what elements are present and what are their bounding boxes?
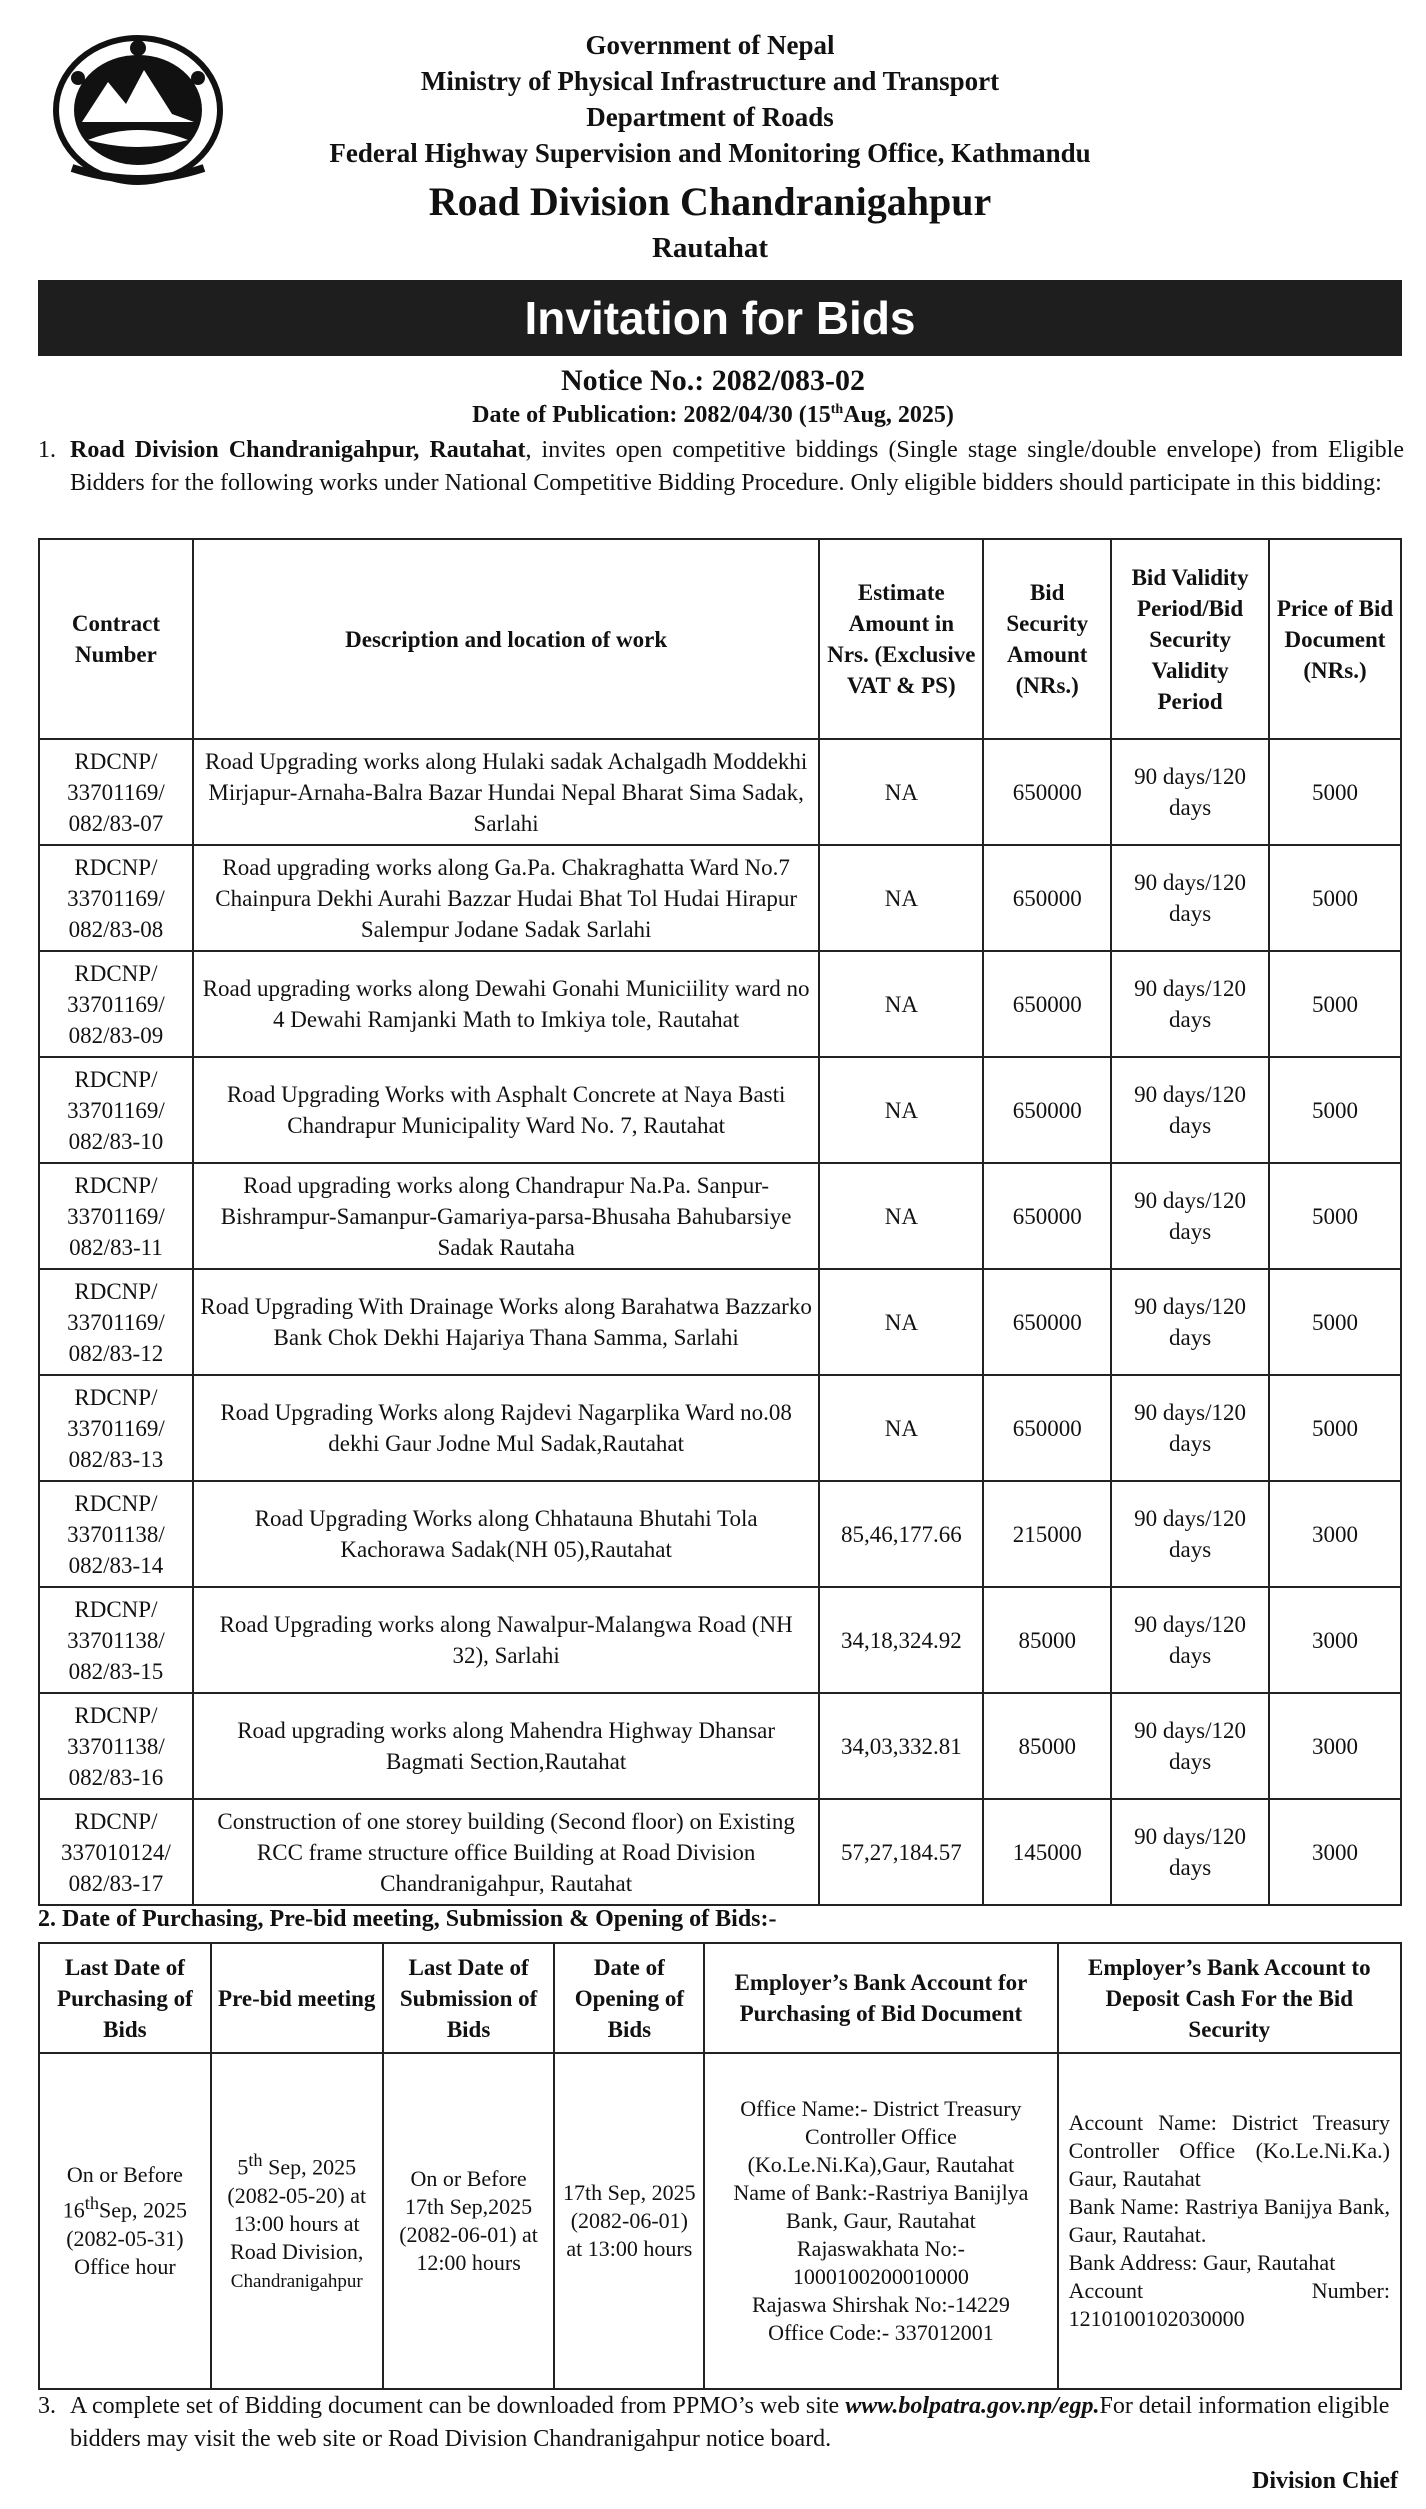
price-cell: 3000 bbox=[1269, 1481, 1401, 1587]
bank-doc-cell: Office Name:- District Treasury Controller Office (Ko.Le.Ni.Ka),Gaur, Rautahat Name of Bank:-Rastriya Banijlya Bank, Gaur, Rautahat Rajaswakhata No:- 1000100200010000 Rajaswa Shirshak No:-14229 Office Code:- 337012001 bbox=[704, 2053, 1057, 2389]
price-cell: 3000 bbox=[1269, 1799, 1401, 1905]
header-department: Department of Roads bbox=[586, 102, 834, 132]
col-purchase-date: Last Date of Purchasing of Bids bbox=[39, 1943, 211, 2053]
estimate-cell: NA bbox=[819, 845, 983, 951]
bid-security-cell: 85000 bbox=[983, 1693, 1111, 1799]
col-bid-security: Bid Security Amount (NRs.) bbox=[983, 539, 1111, 739]
validity-cell: 90 days/120 days bbox=[1111, 1057, 1269, 1163]
col-submission: Last Date of Submission of Bids bbox=[383, 1943, 555, 2053]
table-row bbox=[39, 1693, 1401, 1799]
invitation-banner: Invitation for Bids bbox=[38, 280, 1402, 356]
description-cell: Road Upgrading Works with Asphalt Concrete at Naya Basti Chandrapur Municipality Ward No. 7, Rautahat bbox=[193, 1057, 819, 1163]
paragraph-1: 1. Road Division Chandranigahpur, Rautahat, invites open competitive biddings (Single stage single/double envelope) from Eligible Bidders for the following works under National Competitive Bidding Procedure. Only eligible bidders should participate in this bidding: bbox=[38, 437, 1404, 496]
description-cell: Road upgrading works along Dewahi Gonahi Municiility ward no 4 Dewahi Ramjanki Math to Imkiya tole, Rautahat bbox=[193, 951, 819, 1057]
contract-number-cell: RDCNP/ 33701138/ 082/83-14 bbox=[39, 1481, 193, 1587]
estimate-cell: NA bbox=[819, 1057, 983, 1163]
estimate-cell: 57,27,184.57 bbox=[819, 1799, 983, 1905]
bid-security-cell: 650000 bbox=[983, 1269, 1111, 1375]
section-2-heading: 2. Date of Purchasing, Pre-bid meeting, Submission & Opening of Bids:- bbox=[38, 1906, 777, 1932]
bank-security-cell: Account Name: District Treasury Controller Office (Ko.Le.Ni.Ka.) Gaur, Rautahat Bank Name: Rastriya Banijya Bank, Gaur, Rautahat. Bank Address: Gaur, Rautahat Account Number: 1210100102030000 bbox=[1058, 2053, 1401, 2389]
price-cell: 5000 bbox=[1269, 1163, 1401, 1269]
contract-number-cell: RDCNP/ 33701169/ 082/83-13 bbox=[39, 1375, 193, 1481]
description-cell: Road upgrading works along Chandrapur Na.Pa. Sanpur-Bishrampur-Samanpur-Gamariya-parsa-Bhusaha Bahubarsiye Sadak Rautaha bbox=[193, 1163, 819, 1269]
bids-table bbox=[38, 538, 1402, 1906]
price-cell: 5000 bbox=[1269, 1269, 1401, 1375]
bid-security-cell: 650000 bbox=[983, 1375, 1111, 1481]
col-bank-doc: Employer’s Bank Account for Purchasing of Bid Document bbox=[704, 1943, 1057, 2053]
contract-number-cell: RDCNP/ 33701138/ 082/83-16 bbox=[39, 1693, 193, 1799]
schedule-row bbox=[39, 2053, 1401, 2389]
table-row bbox=[39, 1375, 1401, 1481]
col-validity: Bid Validity Period/Bid Security Validity Period bbox=[1111, 539, 1269, 739]
table-row bbox=[39, 1481, 1401, 1587]
col-estimate: Estimate Amount in Nrs. (Exclusive VAT & PS) bbox=[819, 539, 983, 739]
table-row bbox=[39, 739, 1401, 845]
contract-number-cell: RDCNP/ 33701169/ 082/83-07 bbox=[39, 739, 193, 845]
estimate-cell: NA bbox=[819, 1375, 983, 1481]
purchase-date-cell: On or Before 16thSep, 2025 (2082-05-31) Office hour bbox=[39, 2053, 211, 2389]
description-cell: Road upgrading works along Mahendra Highway Dhansar Bagmati Section,Rautahat bbox=[193, 1693, 819, 1799]
price-cell: 5000 bbox=[1269, 1375, 1401, 1481]
estimate-cell: NA bbox=[819, 951, 983, 1057]
notice-number: Notice No.: 2082/083-02 bbox=[560, 364, 866, 397]
col-prebid: Pre-bid meeting bbox=[211, 1943, 383, 2053]
contract-number-cell: RDCNP/ 337010124/ 082/83-17 bbox=[39, 1799, 193, 1905]
col-opening: Date of Opening of Bids bbox=[554, 1943, 704, 2053]
bid-security-cell: 215000 bbox=[983, 1481, 1111, 1587]
price-cell: 5000 bbox=[1269, 951, 1401, 1057]
validity-cell: 90 days/120 days bbox=[1111, 1163, 1269, 1269]
description-cell: Road upgrading works along Ga.Pa. Chakraghatta Ward No.7 Chainpura Dekhi Aurahi Bazzar Hudai Bhat Tol Hudai Hirapur Salempur Jodane Sadak Sarlahi bbox=[193, 845, 819, 951]
header-ministry: Ministry of Physical Infrastructure and Transport bbox=[420, 66, 1000, 96]
bid-security-cell: 650000 bbox=[983, 739, 1111, 845]
publication-date: Date of Publication: 2082/04/30 (15thAug, 2025) bbox=[472, 402, 954, 428]
bid-security-cell: 650000 bbox=[983, 845, 1111, 951]
schedule-header-row bbox=[39, 1943, 1401, 2053]
validity-cell: 90 days/120 days bbox=[1111, 1481, 1269, 1587]
contract-number-cell: RDCNP/ 33701169/ 082/83-10 bbox=[39, 1057, 193, 1163]
price-cell: 5000 bbox=[1269, 1057, 1401, 1163]
contract-number-cell: RDCNP/ 33701169/ 082/83-09 bbox=[39, 951, 193, 1057]
estimate-cell: 34,03,332.81 bbox=[819, 1693, 983, 1799]
estimate-cell: 34,18,324.92 bbox=[819, 1587, 983, 1693]
validity-cell: 90 days/120 days bbox=[1111, 739, 1269, 845]
opening-cell: 17th Sep, 2025 (2082-06-01) at 13:00 hours bbox=[554, 2053, 704, 2389]
bid-security-cell: 85000 bbox=[983, 1587, 1111, 1693]
paragraph-3: 3. A complete set of Bidding document can be downloaded from PPMO’s web site www.bolpatra.gov.np/egp.For detail information eligible bidders may visit the web site or Road Division Chandranigahpur notice board. bbox=[38, 2393, 1390, 2452]
description-cell: Road Upgrading Works along Chhatauna Bhutahi Tola Kachorawa Sadak(NH 05),Rautahat bbox=[193, 1481, 819, 1587]
header-district: Rautahat bbox=[651, 232, 768, 264]
table-row bbox=[39, 845, 1401, 951]
estimate-cell: 85,46,177.66 bbox=[819, 1481, 983, 1587]
header-government: Government of Nepal bbox=[585, 30, 835, 60]
table-row bbox=[39, 951, 1401, 1057]
validity-cell: 90 days/120 days bbox=[1111, 951, 1269, 1057]
col-price: Price of Bid Document (NRs.) bbox=[1269, 539, 1401, 739]
submission-cell: On or Before 17th Sep,2025 (2082-06-01) at 12:00 hours bbox=[383, 2053, 555, 2389]
table-row bbox=[39, 1799, 1401, 1905]
validity-cell: 90 days/120 days bbox=[1111, 1799, 1269, 1905]
prebid-cell: 5th Sep, 2025 (2082-05-20) at 13:00 hours at Road Division, Chandranigahpur bbox=[211, 2053, 383, 2389]
estimate-cell: NA bbox=[819, 739, 983, 845]
table-header-row bbox=[39, 539, 1401, 739]
contract-number-cell: RDCNP/ 33701169/ 082/83-08 bbox=[39, 845, 193, 951]
table-row bbox=[39, 1057, 1401, 1163]
schedule-table bbox=[38, 1942, 1402, 2390]
price-cell: 3000 bbox=[1269, 1587, 1401, 1693]
col-contract-number: Contract Number bbox=[39, 539, 193, 739]
table-row bbox=[39, 1587, 1401, 1693]
description-cell: Road Upgrading works along Hulaki sadak Achalgadh Moddekhi Mirjapur-Arnaha-Balra Bazar Hundai Nepal Bharat Sima Sadak, Sarlahi bbox=[193, 739, 819, 845]
validity-cell: 90 days/120 days bbox=[1111, 1375, 1269, 1481]
estimate-cell: NA bbox=[819, 1269, 983, 1375]
price-cell: 3000 bbox=[1269, 1693, 1401, 1799]
description-cell: Road Upgrading works along Nawalpur-Malangwa Road (NH 32), Sarlahi bbox=[193, 1587, 819, 1693]
bid-security-cell: 145000 bbox=[983, 1799, 1111, 1905]
bid-security-cell: 650000 bbox=[983, 951, 1111, 1057]
description-cell: Construction of one storey building (Second floor) on Existing RCC frame structure office Building at Road Division Chandranigahpur, Rautahat bbox=[193, 1799, 819, 1905]
bid-security-cell: 650000 bbox=[983, 1057, 1111, 1163]
signature: Division Chief bbox=[1251, 2468, 1398, 2494]
header-office-name: Road Division Chandranigahpur bbox=[428, 179, 992, 224]
contract-number-cell: RDCNP/ 33701169/ 082/83-12 bbox=[39, 1269, 193, 1375]
table-row bbox=[39, 1269, 1401, 1375]
contract-number-cell: RDCNP/ 33701169/ 082/83-11 bbox=[39, 1163, 193, 1269]
col-description: Description and location of work bbox=[193, 539, 819, 739]
table-row bbox=[39, 1163, 1401, 1269]
validity-cell: 90 days/120 days bbox=[1111, 1587, 1269, 1693]
col-bank-security: Employer’s Bank Account to Deposit Cash For the Bid Security bbox=[1058, 1943, 1401, 2053]
validity-cell: 90 days/120 days bbox=[1111, 845, 1269, 951]
validity-cell: 90 days/120 days bbox=[1111, 1693, 1269, 1799]
header-federal-office: Federal Highway Supervision and Monitoring Office, Kathmandu bbox=[329, 138, 1091, 168]
description-cell: Road Upgrading Works along Rajdevi Nagarplika Ward no.08 dekhi Gaur Jodne Mul Sadak,Rautahat bbox=[193, 1375, 819, 1481]
ppmo-website-link[interactable]: www.bolpatra.gov.np/egp. bbox=[845, 2393, 1100, 2419]
estimate-cell: NA bbox=[819, 1163, 983, 1269]
validity-cell: 90 days/120 days bbox=[1111, 1269, 1269, 1375]
contract-number-cell: RDCNP/ 33701138/ 082/83-15 bbox=[39, 1587, 193, 1693]
nepal-emblem-logo bbox=[48, 30, 228, 190]
price-cell: 5000 bbox=[1269, 739, 1401, 845]
watermark bbox=[560, 1245, 640, 1336]
price-cell: 5000 bbox=[1269, 845, 1401, 951]
description-cell: Road Upgrading With Drainage Works along Barahatwa Bazzarko Bank Chok Dekhi Hajariya Thana Samma, Sarlahi bbox=[193, 1269, 819, 1375]
bid-security-cell: 650000 bbox=[983, 1163, 1111, 1269]
